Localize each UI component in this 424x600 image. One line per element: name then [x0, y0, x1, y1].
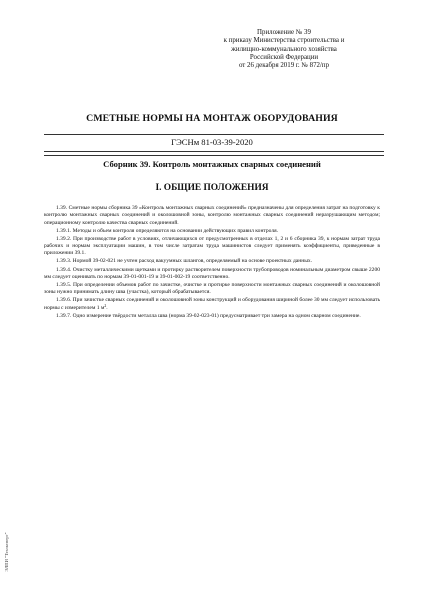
paragraph: 1.39.5. При определении объемов работ по зачистке, очистке и протирке поверхности монтажных сварных соединений и околошовной зоны нужно принимать длину шва (участка), который обрабатывается. [44, 281, 380, 296]
document-title: СМЕТНЫЕ НОРМЫ НА МОНТАЖ ОБОРУДОВАНИЯ [86, 113, 338, 124]
paragraph [44, 297, 380, 312]
side-watermark-label: ЭЛПИ "Техэксперт" [4, 532, 9, 572]
paragraph-text: 1.39.6. При зачистке сварных соединений и околошовной зоны конструкций и оборудования шириной более 30 мм следует использовать нормы с измерителем 1 м [44, 297, 380, 311]
appendix-line: Российской Федерации [249, 53, 319, 61]
divider-line [44, 151, 384, 152]
paragraph: 1.39.2. При производстве работ в условиях, отличающихся от предусмотренных в отделах 1, 2 и 6 сборника 39, к нормам затрат труда рабочих и нормам эксплуатации машин, в том числе затратам труда машинистов следует применять коэффициенты, приведенные в приложении 39.1. [44, 235, 380, 257]
appendix-line: от 26 декабря 2019 г. № 872/пр [238, 62, 330, 70]
norm-code: ГЭСНм 81-03-39-2020 [171, 137, 253, 147]
paragraph: 1.39.3. Нормой 39-02-021 не учтен расход вакуумных шлангов, определяемый на основе проектных данных. [56, 258, 313, 265]
appendix-line: жилищно-коммунального хозяйства [231, 45, 337, 53]
divider-line [44, 134, 384, 135]
divider-line [44, 155, 384, 156]
paragraph: 1.39.4. Очистку металлическими щетками и протирку растворителем поверхности трубопроводов номинальным диаметром свыше 2200 мм следует оценивать по нормам 39-01-001-19 и 39-01-002-19 соответственно. [44, 266, 380, 280]
section-body [44, 205, 380, 321]
appendix-line: к приказу Министерства строительства и [223, 37, 345, 45]
collection-title: Сборник 39. Контроль монтажных сварных соединений [103, 159, 321, 169]
paragraph-end: . [106, 304, 108, 311]
paragraph: 1.39.1. Методы и объем контроля определяются на основании действующих правил контроля. [56, 227, 279, 234]
paragraph: 1.39.7. Одно измерение твёрдости металла шва (норма 39-02-023-01) предусматривает три замера на одном сварном соединение. [56, 312, 361, 319]
superscript: 2 [104, 303, 107, 308]
appendix-line: Приложение № 39 [257, 29, 311, 36]
appendix-header [184, 29, 384, 70]
section-heading: I. ОБЩИЕ ПОЛОЖЕНИЯ [155, 183, 269, 193]
paragraph: 1.39. Сметные нормы сборника 39 «Контроль монтажных сварных соединений» предназначены для определения затрат на подготовку к контролю монтажных сварных соединений и околошовной зоны, контролю монтажных сварных соединений неразрушающим методом; операционному контролю качества сварных соединений. [44, 205, 380, 226]
